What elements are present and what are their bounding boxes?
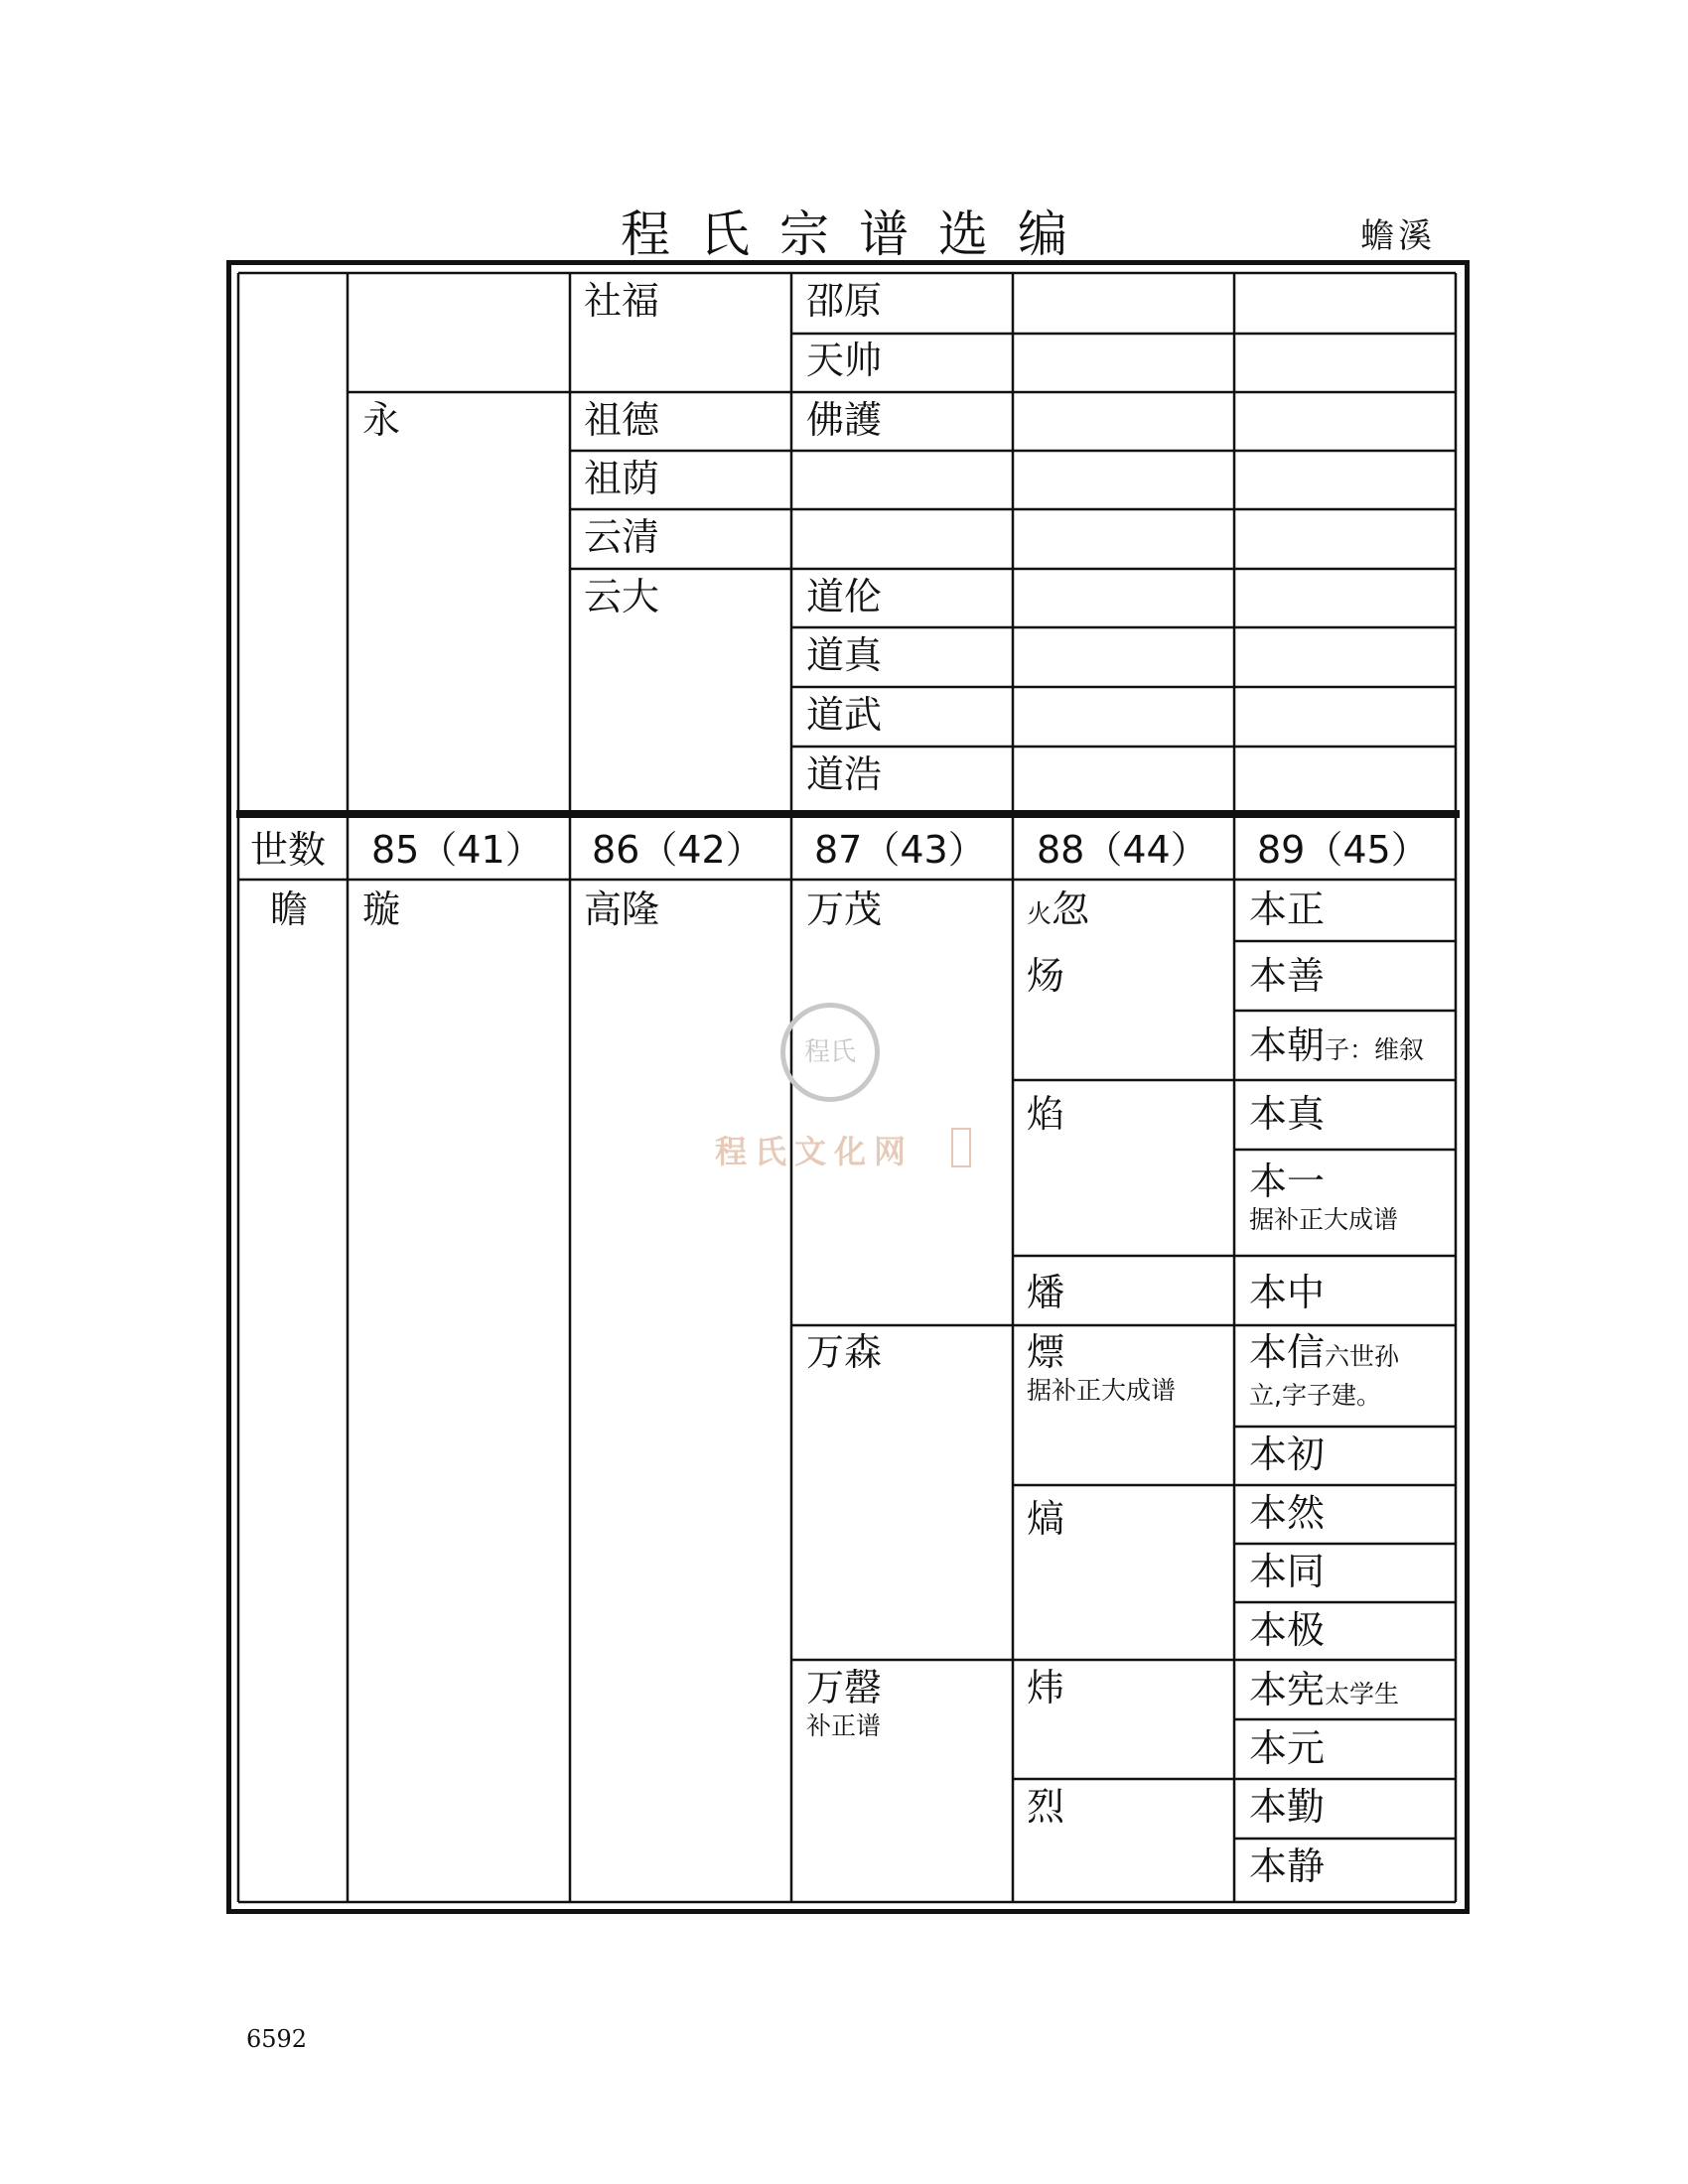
upper-gen4-name: 天帅	[806, 339, 883, 382]
watermark-text: 程氏文化网	[715, 1133, 914, 1170]
gen88-name: 炀	[1027, 954, 1065, 998]
gen89-name: 本极	[1249, 1608, 1326, 1652]
gen87-note: 补正谱	[806, 1711, 882, 1740]
generation-header-label: 世数	[250, 828, 327, 872]
gen87-name: 万罄	[806, 1666, 883, 1709]
gen89-entry	[1249, 1844, 1325, 1888]
gen89-entry	[1249, 1024, 1424, 1072]
gen89-name: 本真	[1249, 1092, 1326, 1136]
page-title: 程氏宗谱选编	[621, 205, 1097, 263]
gen89-note: 六世孙	[1325, 1342, 1400, 1371]
gen88-entry	[1027, 1497, 1064, 1541]
gen87-entry	[806, 887, 882, 931]
gen89-entry	[1249, 1330, 1399, 1413]
gen88-name: 熛	[1027, 1330, 1065, 1374]
upper-gen4-name: 道武	[806, 693, 883, 737]
gen88-entry	[1027, 1092, 1064, 1136]
page-number: 6592	[246, 2025, 308, 2053]
gen89-entry	[1249, 1668, 1399, 1716]
watermark-stamp-icon	[951, 1128, 971, 1167]
gen89-name: 本元	[1249, 1726, 1326, 1770]
gen88-name: 焰	[1027, 1092, 1065, 1136]
upper-gen3-name: 云清	[584, 515, 660, 559]
upper-gen4-name: 道真	[806, 633, 883, 677]
gen88-entry	[1027, 1330, 1176, 1408]
gen84-name: 瞻	[270, 887, 309, 931]
gen87-entry	[806, 1330, 882, 1374]
upper-gen3-name: 社福	[584, 279, 660, 323]
gen88-name-prefix: 火	[1027, 899, 1053, 928]
gen88-entry	[1027, 1666, 1064, 1709]
gen88-name: 忽	[1052, 887, 1090, 931]
gen89-name: 本同	[1249, 1550, 1326, 1593]
generation-header: 87（43）	[814, 828, 986, 872]
gen89-entry	[1249, 954, 1325, 998]
upper-gen4-name: 道浩	[806, 752, 883, 796]
gen89-name: 本朝	[1249, 1024, 1326, 1067]
gen88-name: 燔	[1027, 1271, 1065, 1314]
gen89-entry	[1249, 1433, 1325, 1476]
gen89-name: 本静	[1249, 1844, 1326, 1888]
gen89-note: 立,字子建。	[1249, 1381, 1381, 1410]
gen88-entry	[1027, 1271, 1064, 1314]
gen87-name: 万茂	[806, 887, 883, 931]
clan-place-name: 蟾溪	[1360, 216, 1436, 256]
gen86-name: 高隆	[584, 887, 660, 931]
gen89-name: 本善	[1249, 954, 1326, 998]
gen89-note: 据补正大成谱	[1249, 1205, 1399, 1234]
gen89-note: 子：维叙	[1325, 1035, 1425, 1064]
gen88-name: 烈	[1027, 1785, 1065, 1829]
gen89-name: 本宪	[1249, 1668, 1326, 1711]
gen89-entry	[1249, 1550, 1325, 1593]
upper-gen4-name: 道伦	[806, 575, 883, 618]
gen89-entry	[1249, 1160, 1398, 1237]
gen88-note: 据补正大成谱	[1027, 1376, 1177, 1405]
upper-gen2-name: 永	[362, 398, 401, 442]
upper-gen3-name: 祖荫	[584, 457, 660, 500]
gen89-entry	[1249, 1785, 1325, 1829]
gen89-name: 本初	[1249, 1433, 1326, 1476]
watermark	[715, 1003, 973, 1181]
gen88-name: 熇	[1027, 1497, 1065, 1541]
gen89-name: 本勤	[1249, 1785, 1326, 1829]
generation-header: 85（41）	[371, 828, 543, 872]
upper-gen3-name: 祖德	[584, 398, 660, 442]
gen87-entry	[806, 1666, 882, 1743]
gen89-entry	[1249, 1271, 1325, 1314]
upper-gen3-name: 云大	[584, 575, 660, 618]
generation-header: 88（44）	[1037, 828, 1208, 872]
gen89-entry	[1249, 1726, 1325, 1770]
gen89-entry	[1249, 887, 1325, 931]
gen89-name: 本然	[1249, 1491, 1326, 1535]
upper-gen4-name: 邵原	[806, 279, 883, 323]
gen89-name: 本中	[1249, 1271, 1326, 1314]
gen88-entry	[1027, 1785, 1064, 1829]
gen89-entry	[1249, 1608, 1325, 1652]
gen89-entry	[1249, 1092, 1325, 1136]
gen85-name: 璇	[362, 887, 401, 931]
gen88-entry	[1027, 887, 1089, 936]
gen89-note: 太学生	[1325, 1680, 1400, 1708]
gen88-name: 炜	[1027, 1666, 1065, 1709]
gen87-name: 万森	[806, 1330, 883, 1374]
gen89-name: 本正	[1249, 887, 1326, 931]
generation-header: 86（42）	[592, 828, 764, 872]
gen89-name: 本信	[1249, 1330, 1326, 1374]
watermark-seal: 程氏	[780, 1003, 880, 1102]
gen89-name: 本一	[1249, 1160, 1326, 1203]
gen89-entry	[1249, 1491, 1325, 1535]
upper-gen4-name: 佛護	[806, 398, 883, 442]
gen88-entry	[1027, 954, 1064, 998]
generation-header: 89（45）	[1257, 828, 1429, 872]
